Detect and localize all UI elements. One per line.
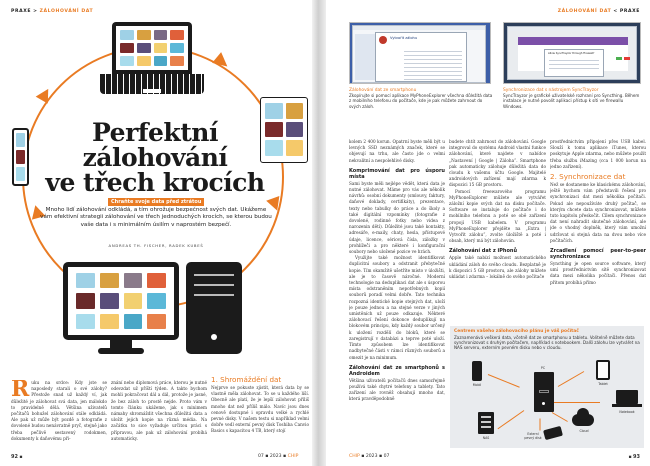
figure-caption-title: Synchronizace dat s nástrojem SyncTrayzor [503,88,599,93]
diagram-description: Zaznamenává veškerá data, včetně dat ze smartphonu a tabletu. Volitelně můžete data synchronizovat s druhým počítačem, například s notebookem. Další zálohu lze vytvářet na NAS serveru, externím pevném disku nebo v cloudu. [454,335,640,351]
nas-icon [478,412,494,434]
laptop-illustration [112,22,192,74]
figure-caption: Zkopírujte si pomocí aplikace MyPhoneExplorer všechna důležitá data z mobilního telefonu do počítače, kde je pak můžete zahrnout do svých záloh. [349,93,493,109]
section-heading: 2. Synchronizace dat [550,172,626,182]
diagram-title: Centrem vašeho zálohovacího plánu je váš počítač [454,329,579,334]
running-head: PRAXE > ZÁLOHOVÁNÍ DAT [11,9,94,14]
section-label: PRAXE [619,9,640,14]
external-disk-icon [543,426,563,440]
monitor-base [98,348,144,354]
backup-diagram: Centrem vašeho zálohovacího plánu je váš počítač Zaznamenává veškerá data, včetně dat ze smartphonu a tabletu. Volitelně můžete data synchronizovat s druhým počítačem, například s notebookem. Další zálohu lze vytvářet na NAS serveru, externím pevném disku nebo v cloudu. PC Mobil Tablet Notebook NAS Externí pevný disk Cloud [450,326,644,448]
screenshot-myphoneexplorer [349,22,491,84]
subsection-label: ZÁLOHOVÁNÍ DAT [557,9,612,14]
page-number: 92 ▪ [11,454,23,460]
dialog-title: Allow SyncTrayzor through Firewall? [548,52,595,55]
section-label: PRAXE [11,9,32,14]
screenshot-synctrayzor [503,22,641,84]
subheading: Zrcadlení pomocí peer-to-peer synchronizace [550,248,646,261]
pc-icon [534,372,554,412]
body-column-2: budete chtít zahrnout do zálohování. Google integroval do systému Android vlastní funkce zálohování, které najdete v nabídce „Nastavení | Google | Záloha“. Smartphone pak automaticky zálohuje důležitá data do cloudu k vašemu účtu Google. Majitelé androidových zařízení mají zdarma k dispozici 15 GB prostoru. Pomocí freewarového programu MyPhoneExplorer můžete ale vytvářet záložní kopie svých dat na disku počítače. Software se instaluje do počítače i do mobilního telefonu a poté se obě zařízení propojí USB kabelem. V programu MyPhoneExplorer přejděte na „Extra | Vytvořit zálohu“, zvolte úložiště a poté i obsah, který má být zálohován. Zálohování dat z iPhonů Apple také nabízí možnost automatického ukládání záloh do svého cloudu. Bezplatně je k dispozici 5 GB prostoru, ale zálohy můžete ukládat i zdarma – lokálně do svého počítače [449,139,546,280]
figure-caption-title: Zálohování dat ze smartphonu [349,88,417,93]
lead-paragraph: Mnoho lidí zálohování odkládá, a tím ohrožuje bezpečnost svých dat. Ukážeme vám efektivní strategii zálohování ve třech jednoduchých krocích, se kterou budou vaše data i s minimálním úsilím v naprostém bezpečí. [40,207,272,228]
body-column-3: 1. Shromáždění dat Nejprve se pokuste zjistit, která data by se vlastně měla zálohovat. To se u každého liší. Obecně ale platí, že je lepší zálohovat příliš mnoho dat než příliš málo. Navíc jsou dnes cenově dostupné i opravdu velké a rychlé pevné disky. V našem testu si například velmi dobře vedl externí pevný disk Toshiba Canvio Basics s kapacitou 4 TB, který stojí [211,375,309,434]
subsection-label: ZÁLOHOVÁNÍ DAT [39,9,94,14]
dialog-title: Vytvořit zálohu [390,36,418,40]
right-page [326,0,650,466]
byline: ANDREAS TH. FISCHER, RADEK KUBEŠ [108,243,204,248]
subheading: Zálohování dat ze smartphonů s Androidem [349,364,445,377]
kicker-label: Chraňte svoje data před ztrátou [108,198,204,206]
issue-info: 07 ▪ 2023 ▪ CHIP [258,454,299,459]
body-column-2: znání nebo diplomová práce, kterou je nutné odevzdat už příští týden. A takto bychom mohli pokračovat dál a dál, protože je jasné, že bez záloh to prostě nejde. Proto vám v tomto článku ukážeme, jak s minimem námahy shromáždit všechna důležitá data a uložit jejich kopie na různá média. Na začátku to sice vyžaduje určitou práci s přípravou, ale pak už zálohování probíhá automaticky. [111,380,207,441]
mobile-icon [472,361,482,381]
article-title: Perfektní zálohování ve třech krocích [45,118,265,197]
left-page [0,0,312,466]
body-column-1: Ruku na srdce: Kdy jste se naposledy starali o své zálohy? Přestože snad už každý ví, jak důležité je zálohovat svá data, jen málokdo to pravidelně dělá. Většina uživatelů počítačů bohužel zálohování stále odkládá. Ale pak už může být pozdě a fotografie z dovolené budou nenávratně pryč, stejně jako třeba pečlivě sestavený rodokmen, dokumenty k daňovému při- [11,380,107,441]
tablet-icon [596,360,610,380]
smartphone-illustration [12,128,29,186]
pc-tower-illustration [186,262,242,354]
page-number: ▪ 93 [628,454,640,460]
dropcap: R [11,380,30,402]
running-head: ZÁLOHOVÁNÍ DAT < PRAXE [557,9,640,14]
subheading: Zálohování dat z iPhonů [449,248,518,255]
issue-info: CHIP ▪ 2023 ▪ 07 [349,454,390,459]
body-column-1: kolem 2 400 korun. Opatrní byste měli být u levných SSD neznámých značek, které se objevují na trhu, ale často jde o velmi nekvalitní a nespolehlivé disky. Komprimování dat pro úsporu místa Sami byste měli nejlépe vědět, která data je nutné zálohovat. Máme pro vás ale několik návrhů: osobní dokumenty (smlouvy, faktury, daňové doklady, certifikáty), prezentace, texty nebo tabulky do práce a do školy a také digitální vzpomínky (fotografie z dovolené, rodinné fotky nebo videa z narozenin dětí). Důležité jsou také kontakty, adresáře, e-maily, chaty, hesla, přístupové údaje, licence, sériová čísla, záložky v prohlížeči a pro některé i konfigurační soubory nebo uložené pozice ve hrách. Využijte také možnost identifikovat duplicitní soubory a odstranit přebytečné kopie. Tím okamžitě ušetříte místo v úložišti, ale je to časově náročné. Moderní technologie na deduplikaci dat ale s úsporou místa odstraněním nepotřebných kopií souborů poradí velmi dobře. Tato technika rozpozná identické kopie stejných dat, uloží je pouze jednou a na stejné verze v jiných umístěních už pouze odkazuje. Některé zálohovací řešení dokonce deduplikují na blokovém principu, kdy každý soubor určený k uložení rozdělí do bloků, které se zaregistrují v databázi a teprve poté uloží. Tímto způsobem lze identifikovat nadbytečné části v rámci různých souborů a omezit je na minimum. Zálohování dat ze smartphonů s Androidem Většina uživatelů počítačů dnes samozřejmě používá také chytré telefony a tablety. Tato zařízení ale rovněž obsahují mnoho dat, která pravděpodobně [349,139,445,402]
page-gutter [312,0,326,466]
body-column-3: prostřednictvím připojení přes USB kabel. Slouží k tomu aplikace iTunes, kterou poskytuje Apple zdarma, nebo můžete použít třeba službu iMazing (cca 1 000 korun na jedno zařízení). 2. Synchronizace dat Než se dostaneme ke klasickému zálohování, ještě bychom vám představili řešení pro synchronizaci dat mezi několika počítači. Pokud ale nepoužíváte druhý počítač, se kterým chcete data synchronizovat, můžete tuto kapitolu přeskočit. Cílem synchronizace dat není nahradit skutečné zálohování, ale jde o vhodný doplněk, který vám umožní udržovat si stejná data na dvou nebo více počítačích. Zrcadlení pomocí peer-to-peer synchronizace Syncthing je open source software, který umí prostřednictvím sítě synchronizovat data mezi několika počítači. Přenos dat přitom probíhá přímo [550,139,646,285]
monitor-illustration [63,262,179,340]
figure-caption: SyncTrayzor je grafické uživatelské rozhraní pro Syncthing. Během instalace je nutné povolit aplikaci přístup k síti ve firewallu Windows. [503,93,640,109]
section-heading: 1. Shromáždění dat [211,375,282,384]
laptop-trackpad [143,89,161,93]
subheading: Komprimování dat pro úsporu místa [349,167,445,180]
notebook-icon [616,390,638,404]
